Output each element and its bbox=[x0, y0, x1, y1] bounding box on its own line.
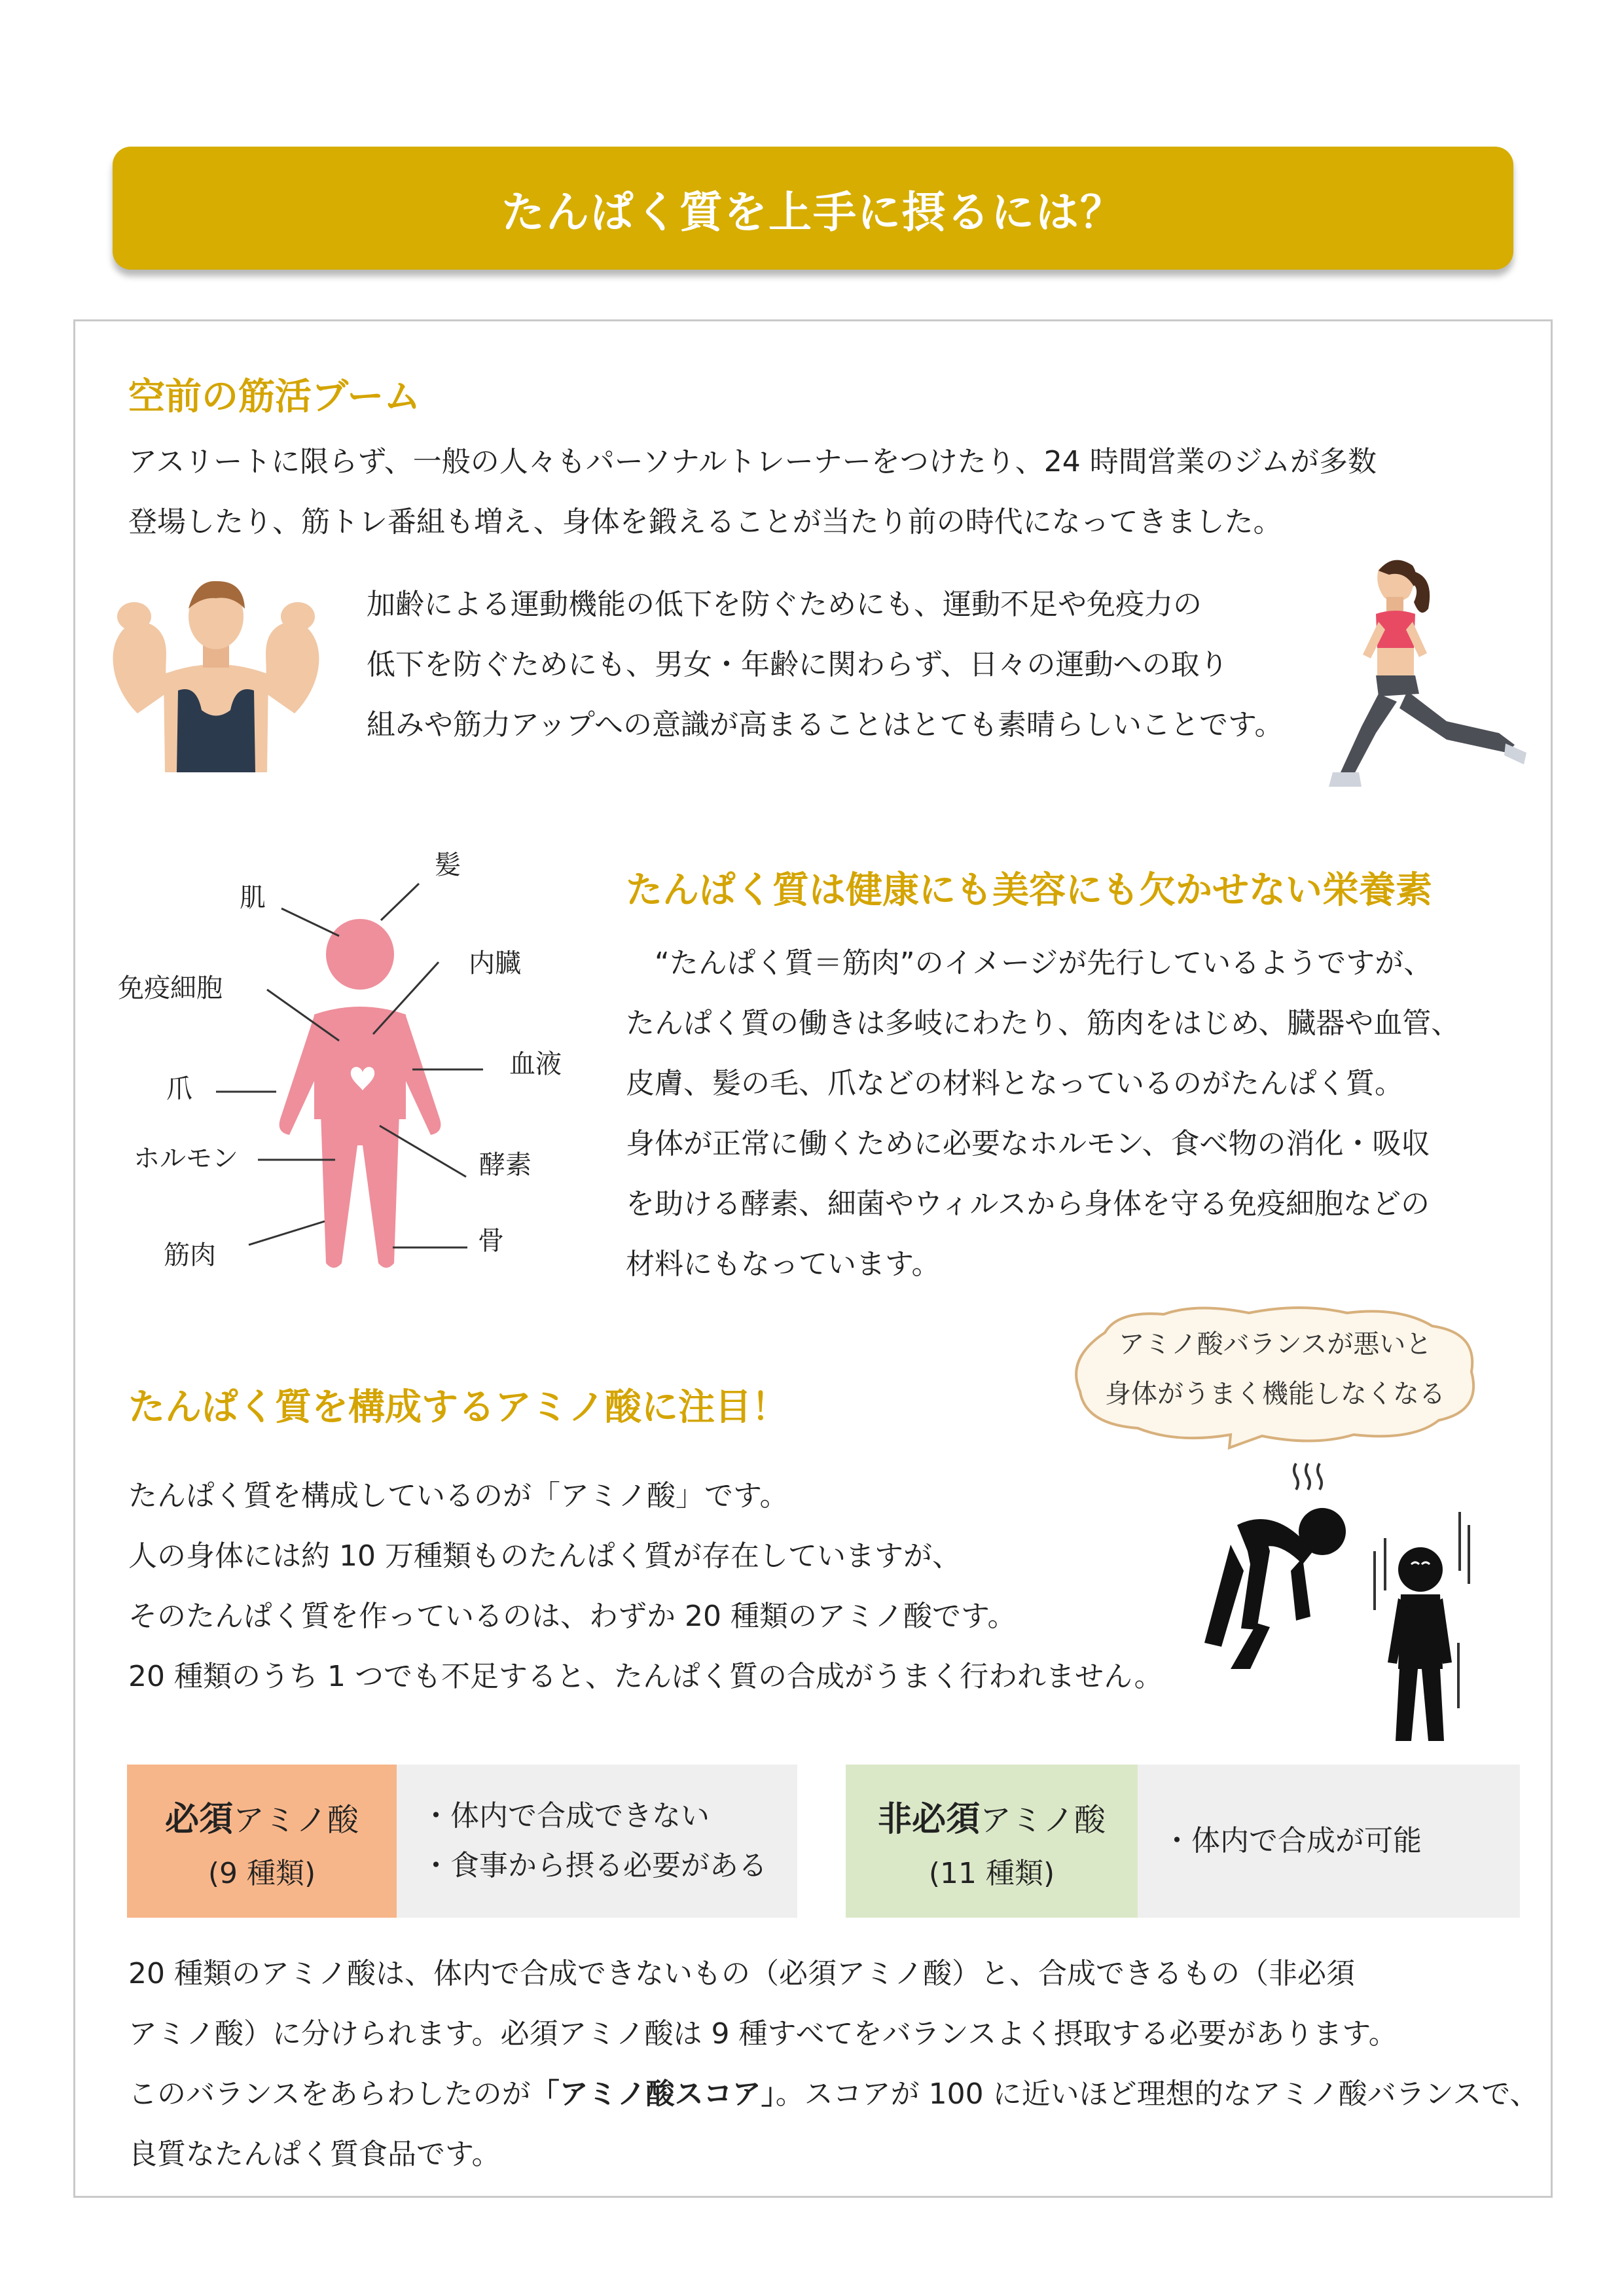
score-text-post: 。スコアが 100 に近いほど理想的なアミノ酸バランスで、 bbox=[775, 2077, 1539, 2111]
label-bone: 骨 bbox=[478, 1226, 504, 1256]
bubble-text bbox=[1092, 1319, 1458, 1419]
section-heading-boom: 空前の筋活ブーム bbox=[128, 376, 421, 418]
text-line: 人の身体には約 10 万種類ものたんぱく質が存在していますが、 bbox=[128, 1539, 961, 1573]
text-line-score bbox=[128, 2064, 1538, 2125]
section1-intro bbox=[128, 432, 1377, 552]
text-line: アミノ酸）に分けられます。必須アミノ酸は 9 種すべてをバランスよく摂取する必要があります。 bbox=[128, 2017, 1398, 2051]
lunge-woman-illustration bbox=[1316, 556, 1538, 812]
section-heading-nutrient: たんぱく質は健康にも美容にも欠かせない栄養素 bbox=[626, 869, 1432, 912]
muscle-man-illustration bbox=[98, 576, 334, 772]
page-title: たんぱく質を上手に摂るには？ bbox=[501, 187, 1125, 238]
essential-amino-title bbox=[165, 1791, 359, 1840]
text-line: を助ける酵素、細菌やウィルスから身体を守る免疫細胞などの bbox=[626, 1187, 1430, 1221]
essential-bold: 必須 bbox=[164, 1799, 233, 1839]
essential-amino-notes bbox=[397, 1765, 797, 1918]
title-banner bbox=[113, 147, 1513, 270]
nonessential-amino-notes bbox=[1138, 1765, 1520, 1918]
tired-people-illustration bbox=[1191, 1460, 1479, 1748]
text-line: たんぱく質を構成しているのが「アミノ酸」です。 bbox=[128, 1479, 789, 1513]
label-nail: 爪 bbox=[166, 1074, 192, 1104]
label-muscle: 筋肉 bbox=[164, 1240, 216, 1270]
bubble-line: 身体がうまく機能しなくなる bbox=[1105, 1379, 1445, 1409]
label-enzyme: 酵素 bbox=[479, 1150, 532, 1180]
text-line: たんぱく質の働きは多岐にわたり、筋肉をはじめ、臓器や血管、 bbox=[626, 1007, 1460, 1040]
text-line: アスリートに限らず、一般の人々もパーソナルトレーナーをつけたり、24 時間営業のジムが多数 bbox=[128, 445, 1377, 478]
label-immune-cells: 免疫細胞 bbox=[118, 973, 223, 1003]
text-line: 良質なたんぱく質食品です。 bbox=[128, 2138, 501, 2171]
essential-note: ・食事から摂る必要がある bbox=[422, 1849, 767, 1882]
nonessential-note: ・体内で合成が可能 bbox=[1163, 1824, 1422, 1857]
score-text-pre: このバランスをあらわしたのが bbox=[128, 2077, 531, 2111]
text-line: 加齢による運動機能の低下を防ぐためにも、運動不足や免疫力の bbox=[367, 588, 1202, 621]
text-line: 身体が正常に働くために必要なホルモン、食べ物の消化・吸収 bbox=[626, 1127, 1430, 1160]
nonessential-amino-title bbox=[878, 1791, 1106, 1840]
text-line: 20 種類のうち 1 つでも不足すると、たんぱく質の合成がうまく行われません。 bbox=[128, 1660, 1163, 1693]
closing-paragraph bbox=[128, 1944, 1538, 2185]
label-hormone: ホルモン bbox=[134, 1143, 238, 1174]
text-line: そのたんぱく質を作っているのは、わずか 20 種類のアミノ酸です。 bbox=[128, 1600, 1017, 1633]
nonessential-count: (11 種類) bbox=[928, 1856, 1055, 1890]
text-line: 皮膚、髪の毛、爪などの材料となっているのがたんぱく質。 bbox=[626, 1067, 1403, 1100]
nonessential-suffix: アミノ酸 bbox=[980, 1801, 1106, 1839]
label-organs: 内臓 bbox=[469, 948, 521, 978]
label-blood: 血液 bbox=[509, 1049, 562, 1079]
text-line: 登場したり、筋トレ番組も増え、身体を鍛えることが当たり前の時代になってきました。 bbox=[128, 505, 1282, 539]
section2-body bbox=[626, 933, 1460, 1295]
nonessential-amino-key bbox=[846, 1765, 1138, 1918]
label-hair: 髪 bbox=[435, 850, 461, 880]
essential-note: ・体内で合成できない bbox=[422, 1799, 710, 1833]
essential-count: (9 種類) bbox=[208, 1856, 316, 1890]
section-heading-amino: たんぱく質を構成するアミノ酸に注目！ bbox=[128, 1386, 788, 1429]
text-line: “たんぱく質＝筋肉”のイメージが先行しているようですが、 bbox=[626, 946, 1433, 980]
essential-suffix: アミノ酸 bbox=[233, 1801, 359, 1839]
label-skin: 肌 bbox=[240, 883, 266, 913]
text-line: 組みや筋力アップへの意識が高まることはとても素晴らしいことです。 bbox=[367, 708, 1284, 742]
amino-score-term: 「アミノ酸スコア」 bbox=[530, 2077, 776, 2111]
text-line: 低下を防ぐためにも、男女・年齢に関わらず、日々の運動への取り bbox=[367, 648, 1229, 681]
section3-body bbox=[128, 1466, 1163, 1707]
essential-amino-key bbox=[127, 1765, 397, 1918]
text-line: 20 種類のアミノ酸は、体内で合成できないもの（必須アミノ酸）と、合成できるもの（非必須 bbox=[128, 1957, 1355, 1990]
bubble-line: アミノ酸バランスが悪いと bbox=[1118, 1329, 1432, 1359]
text-line: 材料にもなっています。 bbox=[626, 1247, 941, 1281]
nonessential-bold: 非必須 bbox=[877, 1799, 980, 1839]
section1-body bbox=[367, 575, 1284, 755]
